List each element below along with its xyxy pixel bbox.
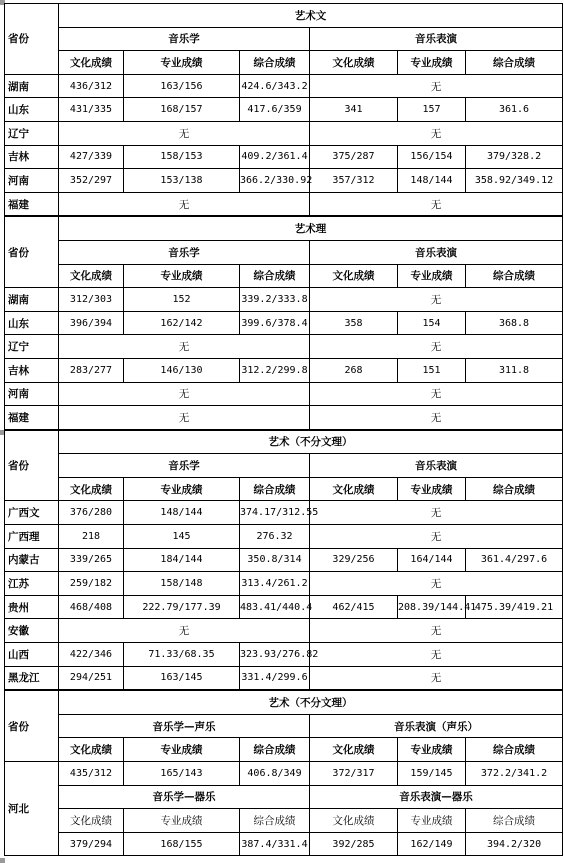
score-value: 376/280 <box>59 501 124 525</box>
score-value: 339.2/333.8 <box>240 288 310 312</box>
col-culture-header: 文化成绩 <box>59 738 124 762</box>
column-header-row <box>5 809 563 833</box>
score-value: 323.93/276.82 <box>240 643 310 667</box>
none-value: 无 <box>59 335 310 359</box>
group-header-row <box>5 714 563 738</box>
score-value: 436/312 <box>59 74 124 98</box>
province-name: 安徽 <box>5 619 59 643</box>
group-header-vocal-study: 音乐学—声乐 <box>59 714 310 738</box>
col-major-header: 专业成绩 <box>398 51 466 75</box>
province-header: 省份 <box>5 690 59 761</box>
group-header-instrument-performance: 音乐表演—器乐 <box>310 785 563 809</box>
table-row <box>5 98 563 122</box>
province-header: 省份 <box>5 216 59 287</box>
score-value: 379/294 <box>59 832 124 856</box>
col-major-header: 专业成绩 <box>398 738 466 762</box>
col-total-header: 综合成绩 <box>240 51 310 75</box>
table-row <box>5 762 563 786</box>
section-title: 艺术文 <box>59 4 563 28</box>
col-total-header: 综合成绩 <box>240 264 310 288</box>
table-row <box>5 406 563 430</box>
score-value: 259/182 <box>59 572 124 596</box>
col-total-header: 综合成绩 <box>466 477 563 501</box>
score-value: 163/145 <box>124 666 240 690</box>
col-major-header: 专业成绩 <box>124 477 240 501</box>
col-major-header: 专业成绩 <box>124 738 240 762</box>
group-header-music-performance: 音乐表演 <box>310 240 563 264</box>
table-row <box>5 335 563 359</box>
col-major-header: 专业成绩 <box>124 51 240 75</box>
score-value: 146/130 <box>124 358 240 382</box>
table-row <box>5 288 563 312</box>
province-name: 江苏 <box>5 572 59 596</box>
score-value: 311.8 <box>466 358 563 382</box>
group-header-row <box>5 785 563 809</box>
col-culture-header: 文化成绩 <box>310 264 398 288</box>
score-value: 218 <box>59 525 124 549</box>
section-title: 艺术（不分文理） <box>59 430 563 454</box>
resize-handle-bottom-left[interactable] <box>0 858 5 863</box>
province-name: 河南 <box>5 169 59 193</box>
score-value: 313.4/261.2 <box>240 572 310 596</box>
score-value: 268 <box>310 358 398 382</box>
col-major-header: 专业成绩 <box>124 809 240 833</box>
province-name: 黑龙江 <box>5 666 59 690</box>
province-name: 福建 <box>5 406 59 430</box>
score-value: 417.6/359 <box>240 98 310 122</box>
column-header-row <box>5 51 563 75</box>
col-culture-header: 文化成绩 <box>310 809 398 833</box>
score-value: 358.92/349.12 <box>466 169 563 193</box>
none-value: 无 <box>310 406 563 430</box>
table-row <box>5 501 563 525</box>
score-value: 162/149 <box>398 832 466 856</box>
table-row <box>5 525 563 549</box>
score-value: 431/335 <box>59 98 124 122</box>
table-row <box>5 595 563 619</box>
score-value: 312/303 <box>59 288 124 312</box>
group-header-row <box>5 27 563 51</box>
none-value: 无 <box>310 501 563 525</box>
score-value: 375/287 <box>310 145 398 169</box>
province-name: 广西文 <box>5 501 59 525</box>
none-value: 无 <box>310 382 563 406</box>
group-header-row <box>5 240 563 264</box>
col-major-header: 专业成绩 <box>398 264 466 288</box>
score-value: 366.2/330.92 <box>240 169 310 193</box>
admission-score-table <box>4 3 563 856</box>
col-total-header: 综合成绩 <box>240 809 310 833</box>
col-culture-header: 文化成绩 <box>59 264 124 288</box>
score-value: 148/144 <box>124 501 240 525</box>
score-value: 151 <box>398 358 466 382</box>
table-row <box>5 169 563 193</box>
none-value: 无 <box>310 572 563 596</box>
table-row <box>5 74 563 98</box>
score-value: 283/277 <box>59 358 124 382</box>
none-value: 无 <box>310 643 563 667</box>
score-value: 396/394 <box>59 311 124 335</box>
province-name: 湖南 <box>5 74 59 98</box>
score-value: 168/157 <box>124 98 240 122</box>
col-total-header: 综合成绩 <box>466 809 563 833</box>
section-title-row <box>5 690 563 714</box>
score-value: 276.32 <box>240 525 310 549</box>
score-value: 168/155 <box>124 832 240 856</box>
table-row <box>5 643 563 667</box>
score-value: 153/138 <box>124 169 240 193</box>
table-row <box>5 832 563 856</box>
section-title-row <box>5 216 563 240</box>
score-value: 162/142 <box>124 311 240 335</box>
col-culture-header: 文化成绩 <box>310 738 398 762</box>
col-total-header: 综合成绩 <box>466 264 563 288</box>
province-name: 湖南 <box>5 288 59 312</box>
score-value: 341 <box>310 98 398 122</box>
province-header: 省份 <box>5 4 59 75</box>
col-total-header: 综合成绩 <box>466 51 563 75</box>
score-value: 208.39/144.41 <box>398 595 466 619</box>
none-value: 无 <box>59 121 310 145</box>
province-name: 山西 <box>5 643 59 667</box>
score-value: 387.4/331.4 <box>240 832 310 856</box>
score-value: 379/328.2 <box>466 145 563 169</box>
score-value: 424.6/343.2 <box>240 74 310 98</box>
none-value: 无 <box>310 192 563 216</box>
score-value: 184/144 <box>124 548 240 572</box>
none-value: 无 <box>310 619 563 643</box>
score-value: 331.4/299.6 <box>240 666 310 690</box>
none-value: 无 <box>310 121 563 145</box>
score-value: 475.39/419.21 <box>466 595 563 619</box>
col-total-header: 综合成绩 <box>240 738 310 762</box>
col-culture-header: 文化成绩 <box>59 477 124 501</box>
score-value: 329/256 <box>310 548 398 572</box>
none-value: 无 <box>310 74 563 98</box>
group-header-music-study: 音乐学 <box>59 240 310 264</box>
table-row <box>5 311 563 335</box>
column-header-row <box>5 477 563 501</box>
province-name: 吉林 <box>5 358 59 382</box>
section-title: 艺术（不分文理） <box>59 690 563 714</box>
column-header-row <box>5 738 563 762</box>
province-name: 山东 <box>5 311 59 335</box>
col-total-header: 综合成绩 <box>466 738 563 762</box>
none-value: 无 <box>310 525 563 549</box>
score-value: 409.2/361.4 <box>240 145 310 169</box>
col-culture-header: 文化成绩 <box>59 51 124 75</box>
none-value: 无 <box>59 619 310 643</box>
score-value: 157 <box>398 98 466 122</box>
table-row <box>5 358 563 382</box>
section-title-row <box>5 4 563 28</box>
score-value: 222.79/177.39 <box>124 595 240 619</box>
col-major-header: 专业成绩 <box>124 264 240 288</box>
score-table-container <box>4 3 562 856</box>
score-value: 368.8 <box>466 311 563 335</box>
col-total-header: 综合成绩 <box>240 477 310 501</box>
score-value: 148/144 <box>398 169 466 193</box>
score-value: 372/317 <box>310 762 398 786</box>
province-name: 辽宁 <box>5 335 59 359</box>
group-header-vocal-performance: 音乐表演（声乐） <box>310 714 563 738</box>
table-row <box>5 192 563 216</box>
score-value: 159/145 <box>398 762 466 786</box>
score-value: 392/285 <box>310 832 398 856</box>
group-header-music-performance: 音乐表演 <box>310 27 563 51</box>
score-value: 294/251 <box>59 666 124 690</box>
score-value: 483.41/440.4 <box>240 595 310 619</box>
none-value: 无 <box>310 288 563 312</box>
col-culture-header: 文化成绩 <box>59 809 124 833</box>
score-value: 399.6/378.4 <box>240 311 310 335</box>
score-value: 164/144 <box>398 548 466 572</box>
group-header-row <box>5 454 563 478</box>
col-major-header: 专业成绩 <box>398 809 466 833</box>
score-value: 435/312 <box>59 762 124 786</box>
table-row <box>5 548 563 572</box>
score-value: 406.8/349 <box>240 762 310 786</box>
group-header-music-study: 音乐学 <box>59 27 310 51</box>
table-row <box>5 666 563 690</box>
col-major-header: 专业成绩 <box>398 477 466 501</box>
score-value: 154 <box>398 311 466 335</box>
province-name: 内蒙古 <box>5 548 59 572</box>
province-header: 省份 <box>5 430 59 501</box>
none-value: 无 <box>59 382 310 406</box>
province-name: 贵州 <box>5 595 59 619</box>
score-value: 394.2/320 <box>466 832 563 856</box>
score-value: 361.6 <box>466 98 563 122</box>
none-value: 无 <box>59 406 310 430</box>
score-value: 358 <box>310 311 398 335</box>
province-name: 辽宁 <box>5 121 59 145</box>
score-value: 163/156 <box>124 74 240 98</box>
table-row <box>5 145 563 169</box>
score-value: 361.4/297.6 <box>466 548 563 572</box>
section-title: 艺术理 <box>59 216 563 240</box>
score-value: 152 <box>124 288 240 312</box>
score-value: 350.8/314 <box>240 548 310 572</box>
score-value: 158/148 <box>124 572 240 596</box>
score-value: 158/153 <box>124 145 240 169</box>
score-value: 427/339 <box>59 145 124 169</box>
score-value: 372.2/341.2 <box>466 762 563 786</box>
province-name: 山东 <box>5 98 59 122</box>
score-value: 71.33/68.35 <box>124 643 240 667</box>
none-value: 无 <box>310 666 563 690</box>
table-row <box>5 121 563 145</box>
table-row <box>5 619 563 643</box>
score-value: 145 <box>124 525 240 549</box>
province-name: 吉林 <box>5 145 59 169</box>
column-header-row <box>5 264 563 288</box>
province-name: 河南 <box>5 382 59 406</box>
group-header-instrument-study: 音乐学—器乐 <box>59 785 310 809</box>
table-row <box>5 572 563 596</box>
score-value: 357/312 <box>310 169 398 193</box>
province-name: 广西理 <box>5 525 59 549</box>
table-row <box>5 382 563 406</box>
group-header-music-performance: 音乐表演 <box>310 454 563 478</box>
score-value: 339/265 <box>59 548 124 572</box>
province-name: 河北 <box>5 762 59 856</box>
col-culture-header: 文化成绩 <box>310 477 398 501</box>
group-header-music-study: 音乐学 <box>59 454 310 478</box>
score-value: 165/143 <box>124 762 240 786</box>
score-value: 462/415 <box>310 595 398 619</box>
score-value: 352/297 <box>59 169 124 193</box>
none-value: 无 <box>310 335 563 359</box>
score-value: 468/408 <box>59 595 124 619</box>
score-value: 312.2/299.8 <box>240 358 310 382</box>
score-value: 422/346 <box>59 643 124 667</box>
section-title-row <box>5 430 563 454</box>
none-value: 无 <box>59 192 310 216</box>
province-name: 福建 <box>5 192 59 216</box>
score-value: 374.17/312.55 <box>240 501 310 525</box>
col-culture-header: 文化成绩 <box>310 51 398 75</box>
score-value: 156/154 <box>398 145 466 169</box>
